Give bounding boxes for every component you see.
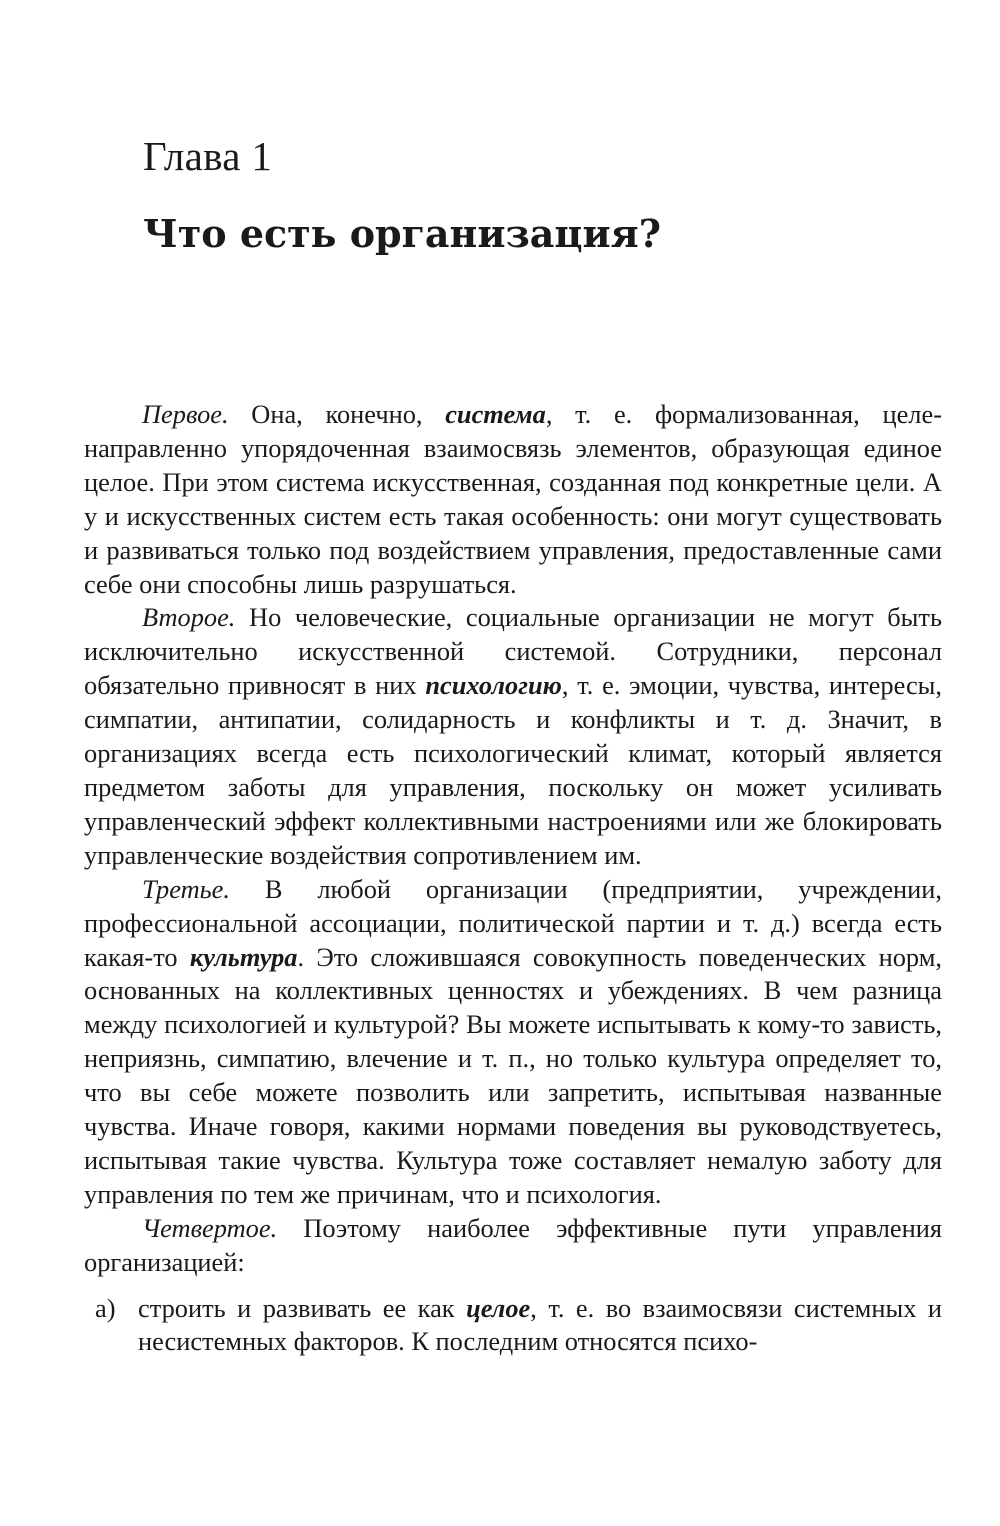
ways-list <box>84 1292 942 1360</box>
paragraph-text: Она, конечно, <box>228 399 446 429</box>
paragraph-fourth <box>84 1212 942 1280</box>
chapter-label: Глава 1 <box>143 133 273 179</box>
key-term: система <box>445 399 546 429</box>
paragraph-lead: Второе. <box>142 602 236 633</box>
list-marker: а) <box>95 1292 116 1323</box>
paragraph-text: Но человеческие, социальные организации не могут быть исключительно искусственной системой. Сотрудники, персонал обязательно привносят в них <box>84 602 942 701</box>
paragraph-text: . Это сложившаяся совокупность поведенческих норм, основанных на коллективных ценностях и убеждениях. В чем разница между психологией и культурой? Вы можете испытывать к кому-то зависть, неприязнь, симпатию, влечение и т. п., но только культура определяет то, что вы себе можете позволить или запретить, испытывая названные чувства. Иначе говоря, какими нормами поведения вы руководствуетесь, испытывая такие чувства. Культура тоже составляет немалую заботу для управления по тем же причинам, что и психология. <box>84 941 942 1209</box>
paragraph-lead: Первое. <box>142 399 229 429</box>
paragraph-lead: Третье. <box>142 873 230 904</box>
list-item-text: строить и развивать ее как <box>138 1292 467 1323</box>
list-item-text: , т. е. во взаимосвязи системных и несистемных факторов. К последним относятся психо- <box>138 1292 942 1357</box>
key-term: культура <box>189 941 298 972</box>
key-term: психологию <box>425 670 562 701</box>
paragraph-first <box>84 398 942 601</box>
paragraph-text: Поэтому наиболее эффективные пути управления организацией: <box>84 1212 942 1277</box>
chapter-title: Что есть организация? <box>143 211 661 256</box>
paragraph-text: , т. е. эмоции, чувства, интересы, симпатии, антипатии, солидарность и конфликты и т. д. Значит, в организациях всегда есть психологический климат, который является предметом заботы для управления, поскольку он может усиливать управленческий эффект коллективными настроениями или же блокировать управленческие воздействия сопротивлением им. <box>84 670 942 870</box>
paragraph-second <box>84 601 942 872</box>
paragraph-text: , т. е. формализованная, целенаправленно упорядоченная взаимосвязь элементов, образующая единое целое. При этом система искусственная, созданная под конкретные цели. А у и искусственных систем есть такая особенность: они могут существовать и развиваться только под воздействием управления, предоставленные сами себе они способны лишь разрушаться. <box>84 399 942 599</box>
paragraph-lead: Четвертое. <box>142 1212 278 1243</box>
key-term: целое <box>466 1292 531 1323</box>
paragraph-third <box>84 873 942 1212</box>
chapter-body <box>84 398 942 1359</box>
paragraph-text: В любой организации (предприятии, учреждении, профессиональной ассоциации, политической партии и т. д.) всегда есть какая-то <box>84 873 942 972</box>
list-item <box>84 1292 942 1360</box>
